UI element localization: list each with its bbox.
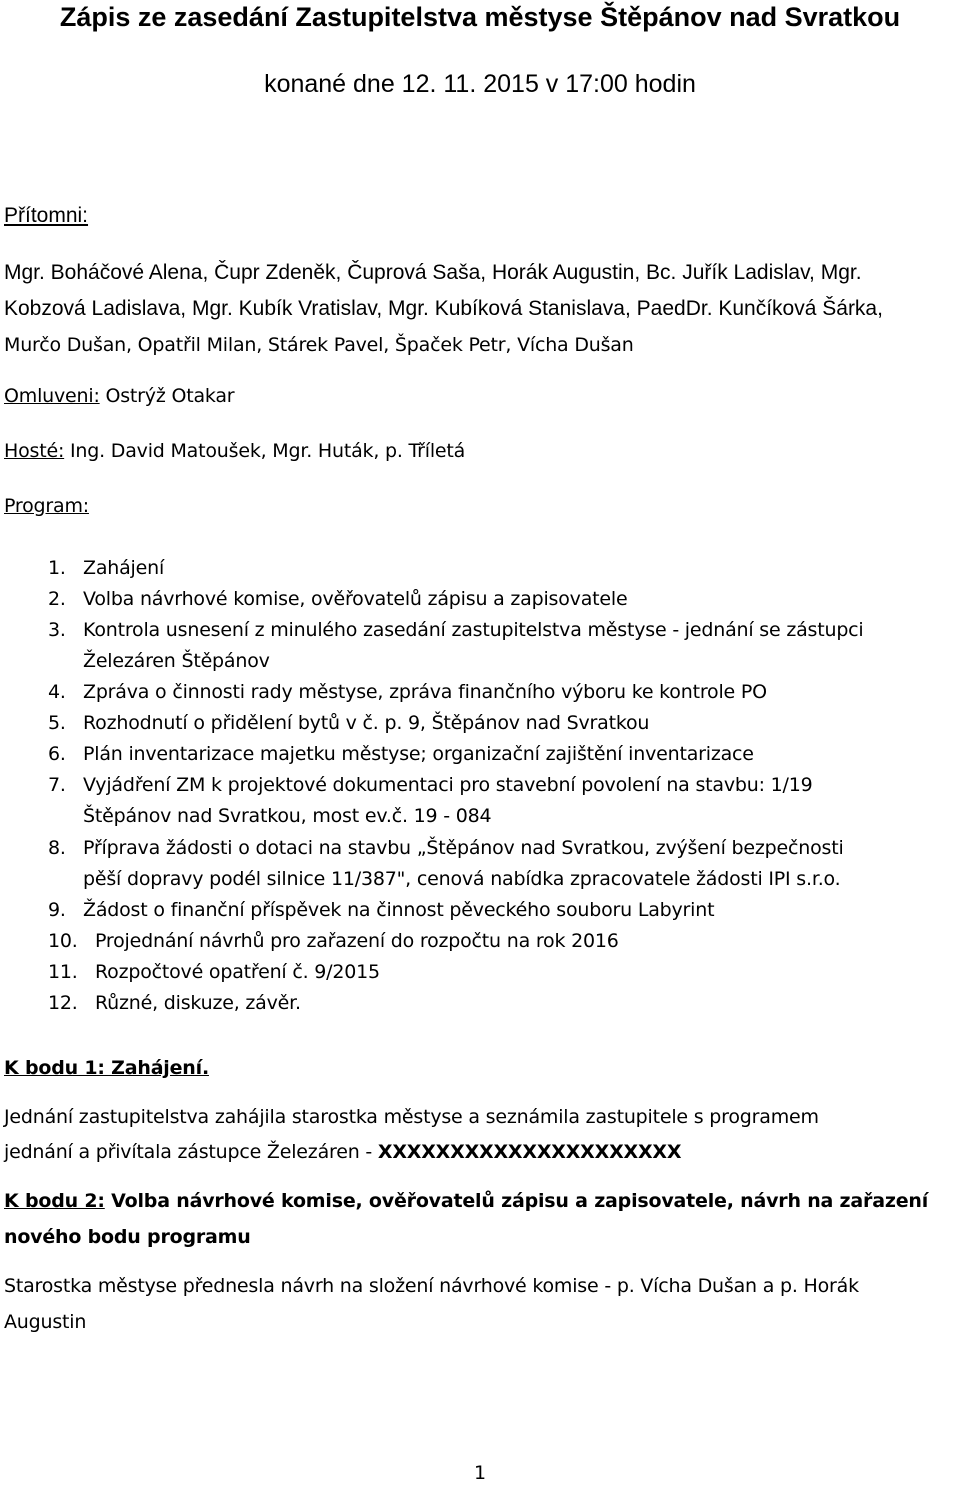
item-number: 7. <box>48 774 66 796</box>
guests-value: Ing. David Matoušek, Mgr. Huták, p. Tříletá <box>64 440 466 462</box>
list-item <box>48 774 813 796</box>
list-item <box>48 899 714 921</box>
section-2-heading <box>4 1190 928 1212</box>
list-item <box>48 930 619 952</box>
list-item <box>48 681 767 703</box>
excused-label: Omluveni: <box>4 385 100 407</box>
item-text: Různé, diskuze, závěr. <box>95 992 301 1014</box>
item-text: Volba návrhové komise, ověřovatelů zápisu a zapisovatele <box>83 588 628 610</box>
item-number: 8. <box>48 837 66 859</box>
page-title: Zápis ze zasedání Zastupitelstva městyse Štěpánov nad Svratkou <box>59 2 901 32</box>
item-number: 9. <box>48 899 66 921</box>
present-line-3: Murčo Dušan, Opatřil Milan, Stárek Pavel, Špaček Petr, Vícha Dušan <box>4 334 634 356</box>
item-text-continuation: pěší dopravy podél silnice 11/387", cenová nabídka zpracovatele žádosti IPI s.r.o. <box>83 868 841 890</box>
meeting-date: konané dne 12. 11. 2015 v 17:00 hodin <box>264 70 696 98</box>
item-text: Vyjádření ZM k projektové dokumentaci pro stavební povolení na stavbu: 1/19 <box>83 774 813 796</box>
item-number: 11. <box>48 961 78 983</box>
item-text: Příprava žádosti o dotaci na stavbu „Štěpánov nad Svratkou, zvýšení bezpečnosti <box>83 837 844 859</box>
section-2-label: K bodu 2: <box>4 1190 105 1212</box>
present-line-2: Kobzová Ladislava, Mgr. Kubík Vratislav, Mgr. Kubíková Stanislava, PaedDr. Kunčíková Šárka, <box>4 297 883 320</box>
guests-label: Hosté: <box>4 440 65 462</box>
item-text: Zahájení <box>83 557 165 579</box>
program-label: Program: <box>4 495 89 517</box>
item-text-continuation: Štěpánov nad Svratkou, most ev.č. 19 - 084 <box>83 805 492 827</box>
item-text: Rozpočtové opatření č. 9/2015 <box>95 961 380 983</box>
present-line-1: Mgr. Boháčové Alena, Čupr Zdeněk, Čuprová Saša, Horák Augustin, Bc. Juřík Ladislav, Mgr. <box>4 261 862 284</box>
page-number: 1 <box>473 1462 487 1484</box>
item-text: Rozhodnutí o přidělení bytů v č. p. 9, Štěpánov nad Svratkou <box>83 712 650 734</box>
section-2-heading-continuation: nového bodu programu <box>4 1226 251 1248</box>
item-number: 6. <box>48 743 66 765</box>
list-item <box>48 837 844 859</box>
item-number: 12. <box>48 992 78 1014</box>
section-2-heading-text: Volba návrhové komise, ověřovatelů zápisu a zapisovatele, návrh na zařazení <box>104 1190 929 1212</box>
item-number: 2. <box>48 588 66 610</box>
excused-value: Ostrýž Otakar <box>99 385 235 407</box>
list-item <box>48 619 864 641</box>
item-text: Zpráva o činnosti rady městyse, zpráva finančního výboru ke kontrole PO <box>83 681 767 703</box>
item-number: 10. <box>48 930 78 952</box>
list-item <box>48 961 380 983</box>
item-number: 4. <box>48 681 66 703</box>
guests-row <box>4 440 465 462</box>
list-item <box>48 557 164 579</box>
redacted-name: XXXXXXXXXXXXXXXXXXXXX <box>377 1141 682 1163</box>
section-1-heading: K bodu 1: Zahájení. <box>4 1057 209 1079</box>
present-label: Přítomni: <box>4 204 89 227</box>
list-item <box>48 743 754 765</box>
item-text: Kontrola usnesení z minulého zasedání zastupitelstva městyse - jednání se zástupci <box>83 619 864 641</box>
item-number: 1. <box>48 557 66 579</box>
item-text: Žádost o finanční příspěvek na činnost pěveckého souboru Labyrint <box>83 899 715 921</box>
item-number: 3. <box>48 619 66 641</box>
section-1-text-line-2 <box>4 1141 681 1163</box>
section-1-text-line-1: Jednání zastupitelstva zahájila starostka městyse a seznámila zastupitele s programem <box>4 1106 819 1128</box>
item-text-continuation: Železáren Štěpánov <box>83 650 270 672</box>
item-text: Projednání návrhů pro zařazení do rozpočtu na rok 2016 <box>95 930 619 952</box>
item-number: 5. <box>48 712 66 734</box>
section-2-text-line-1: Starostka městyse přednesla návrh na složení návrhové komise - p. Vícha Dušan a p. Horák <box>4 1275 859 1297</box>
list-item <box>48 992 301 1014</box>
section-1-text-prefix: jednání a přivítala zástupce Železáren - <box>4 1141 378 1163</box>
section-2-text-line-2: Augustin <box>4 1311 87 1333</box>
list-item <box>48 588 627 610</box>
excused-row <box>4 385 234 407</box>
list-item <box>48 712 649 734</box>
item-text: Plán inventarizace majetku městyse; organizační zajištění inventarizace <box>83 743 754 765</box>
